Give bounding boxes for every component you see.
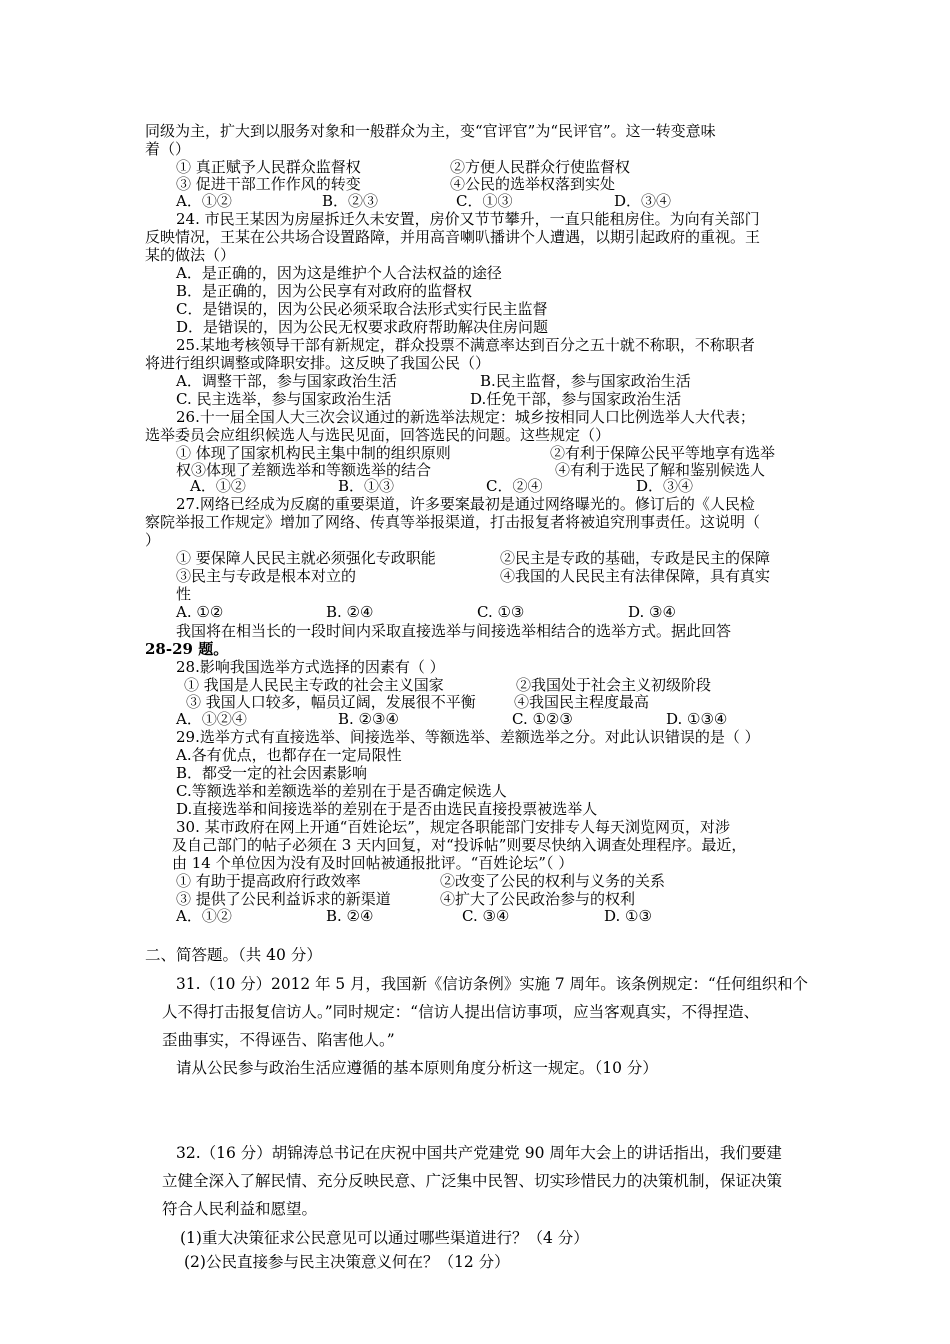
q23-stem-line1: 同级为主，扩大到以服务对象和一般群众为主，变“官评官”为“民评官”。这一转变意味 [145,122,716,140]
q30-choice-c: C. ③④ [462,907,510,925]
q30-stem-line3: 由 14 个单位因为没有及时回帖被通报批评。“百姓论坛”（ ） [172,854,574,872]
q23-choice-d: D．③④ [614,192,672,210]
q28-choice-a: A．①②④ [176,710,247,728]
q27-stem-line1: 27.网络已经成为反腐的重要渠道，许多要案最初是通过网络曝光的。修订后的《人民检 [176,495,755,513]
q26-choice-a: A．①② [190,477,246,495]
q27-option-2: ②民主是专政的基础，专政是民主的保障 [500,549,771,567]
q27-stem-line2: 察院举报工作规定》增加了网络、传真等举报渠道，打击报复者将被追究刑事责任。这说明（ [145,513,761,531]
q27-choice-c: C. ①③ [477,603,525,621]
q28-stem: 28.影响我国选举方式选择的因素有（ ） [176,658,445,676]
q29-option-d: D.直接选举和间接选举的差别在于是否由选民直接投票被选举人 [176,800,598,818]
q23-choice-a: A．①② [176,192,232,210]
q24-stem-line2: 反映情况，王某在公共场合设置路障，并用高音喇叭播讲个人遭遇，以期引起政府的重视。王 [145,228,761,246]
q25-stem-line1: 25.某地考核领导干部有新规定，群众投票不满意率达到百分之五十就不称职，不称职者 [176,336,755,354]
q26-choice-c: C．②④ [486,477,543,495]
q23-option-3: ③ 促进干部工作作风的转变 [176,175,361,193]
q32-stem-line2: 立健全深入了解民情、充分反映民意、广泛集中民智、切实珍惜民力的决策机制，保证决策 [162,1172,783,1190]
q31-prompt: 请从公民参与政治生活应遵循的基本原则角度分析这一规定。（10 分） [176,1059,658,1077]
q23-choice-c: C．①③ [456,192,513,210]
q27-option-4: ④我国的人民民主有法律保障，具有真实 [500,567,771,585]
q30-option-3: ③ 提供了公民利益诉求的新渠道 [176,890,391,908]
q24-option-a: A．是正确的，因为这是维护个人合法权益的途径 [176,264,502,282]
q28-option-3: ③ 我国人口较多，幅员辽阔，发展很不平衡 [186,693,476,711]
q26-stem-line1: 26.十一届全国人大三次会议通过的新选举法规定：城乡按相同人口比例选举人大代表； [176,408,755,426]
q27-option-4-cont: 性 [176,585,192,603]
q29-option-a: A.各有优点，也都存在一定局限性 [176,746,402,764]
q24-option-c: C．是错误的，因为公民必须采取合法形式实行民主监督 [176,300,548,318]
q23-stem-line2: 着（） [145,140,191,158]
q30-choice-a: A．①② [176,907,232,925]
q25-option-c: C. 民主选举，参与国家政治生活 [176,390,392,408]
q27-choice-b: B. ②④ [326,603,374,621]
q30-choice-b: B. ②④ [326,907,374,925]
q25-option-b: B.民主监督，参与国家政治生活 [480,372,691,390]
q27-choice-a: A. ①② [176,603,224,621]
section-2-title: 二、简答题。（共 40 分） [145,946,322,964]
q23-option-2: ②方便人民群众行使监督权 [450,158,631,176]
q32-stem-line3: 符合人民利益和愿望。 [162,1200,318,1218]
q26-option-line1a: ① 体现了国家机构民主集中制的组织原则 [176,444,451,462]
q23-choice-b: B．②③ [322,192,379,210]
q32-subquestion-1: (1)重大决策征求公民意见可以通过哪些渠道进行？（4 分） [180,1229,589,1247]
q30-stem-line1: 30. 某市政府在网上开通“百姓论坛”，规定各职能部门安排专人每天浏览网页，对涉 [176,818,730,836]
q28-29-intro-line1: 我国将在相当长的一段时间内采取直接选举与间接选举相结合的选举方式。据此回答 [176,622,732,640]
q28-option-1: ① 我国是人民民主专政的社会主义国家 [184,676,444,694]
q23-option-1: ① 真正赋予人民群众监督权 [176,158,361,176]
q29-stem: 29.选举方式有直接选举、间接选举、等额选举、差额选举之分。对此认识错误的是（ ） [176,728,760,746]
q28-29-intro-line2: 28-29 题。 [145,640,229,658]
q27-option-1: ① 要保障人民民主就必须强化专政职能 [176,549,436,567]
q30-option-1: ① 有助于提高政府行政效率 [176,872,361,890]
q30-stem-line2: 及自己部门的帖子必须在 3 天内回复，对“投诉帖”则要尽快纳入调查处理程序。最近， [172,836,747,854]
q25-stem-line2: 将进行组织调整或降职安排。这反映了我国公民（） [145,354,491,372]
q24-stem-line1: 24. 市民王某因为房屋拆迁久未安置，房价又节节攀升，一直只能租房住。为向有关部门 [176,210,760,228]
q30-option-4: ④扩大了公民政治参与的权利 [440,890,636,908]
q28-option-4: ④我国民主程度最高 [514,693,650,711]
q27-choice-d: D. ③④ [628,603,676,621]
q29-option-c: C.等额选举和差额选举的差别在于是否确定候选人 [176,782,507,800]
q30-choice-d: D. ①③ [604,907,652,925]
q31-stem-line2: 人不得打击报复信访人。”同时规定：“信访人提出信访事项，应当客观真实，不得捏造、 [162,1003,760,1021]
q28-choice-c: C. ①②③ [512,710,573,728]
q27-stem-line3: ） [145,531,161,549]
q26-option-line1b: ②有利于保障公民平等地享有选举 [550,444,776,462]
q23-option-4: ④公民的选举权落到实处 [450,175,616,193]
q32-subquestion-2: (2)公民直接参与民主决策意义何在？（12 分） [184,1253,510,1271]
q25-option-d: D.任免干部，参与国家政治生活 [470,390,682,408]
q28-option-2: ②我国处于社会主义初级阶段 [516,676,712,694]
q27-option-3: ③民主与专政是根本对立的 [176,567,357,585]
q29-option-b: B．都受一定的社会因素影响 [176,764,368,782]
q24-option-b: B．是正确的，因为公民享有对政府的监督权 [176,282,473,300]
q28-choice-b: B. ②③④ [338,710,399,728]
q26-option-line2a: 权③体现了差额选举和等额选举的结合 [176,461,432,479]
q30-option-2: ②改变了公民的权利与义务的关系 [440,872,666,890]
q32-stem-line1: 32.（16 分）胡锦涛总书记在庆祝中国共产党建党 90 周年大会上的讲话指出，我们要建 [176,1144,782,1162]
q28-choice-d: D. ①③④ [666,710,728,728]
q24-stem-line3: 某的做法（） [145,246,236,264]
q31-stem-line1: 31.（10 分）2012 年 5 月，我国新《信访条例》实施 7 周年。该条例规定：“任何组织和个 [176,975,809,993]
q26-choice-d: D．③④ [636,477,694,495]
q26-option-line2b: ④有利于选民了解和鉴别候选人 [555,461,766,479]
q31-stem-line3: 歪曲事实，不得诬告、陷害他人。” [162,1031,395,1049]
q26-choice-b: B．①③ [338,477,395,495]
q24-option-d: D．是错误的，因为公民无权要求政府帮助解决住房问题 [176,318,549,336]
q25-option-a: A．调整干部，参与国家政治生活 [176,372,397,390]
q26-stem-line2: 选举委员会应组织候选人与选民见面，回答选民的问题。这些规定（） [145,426,611,444]
